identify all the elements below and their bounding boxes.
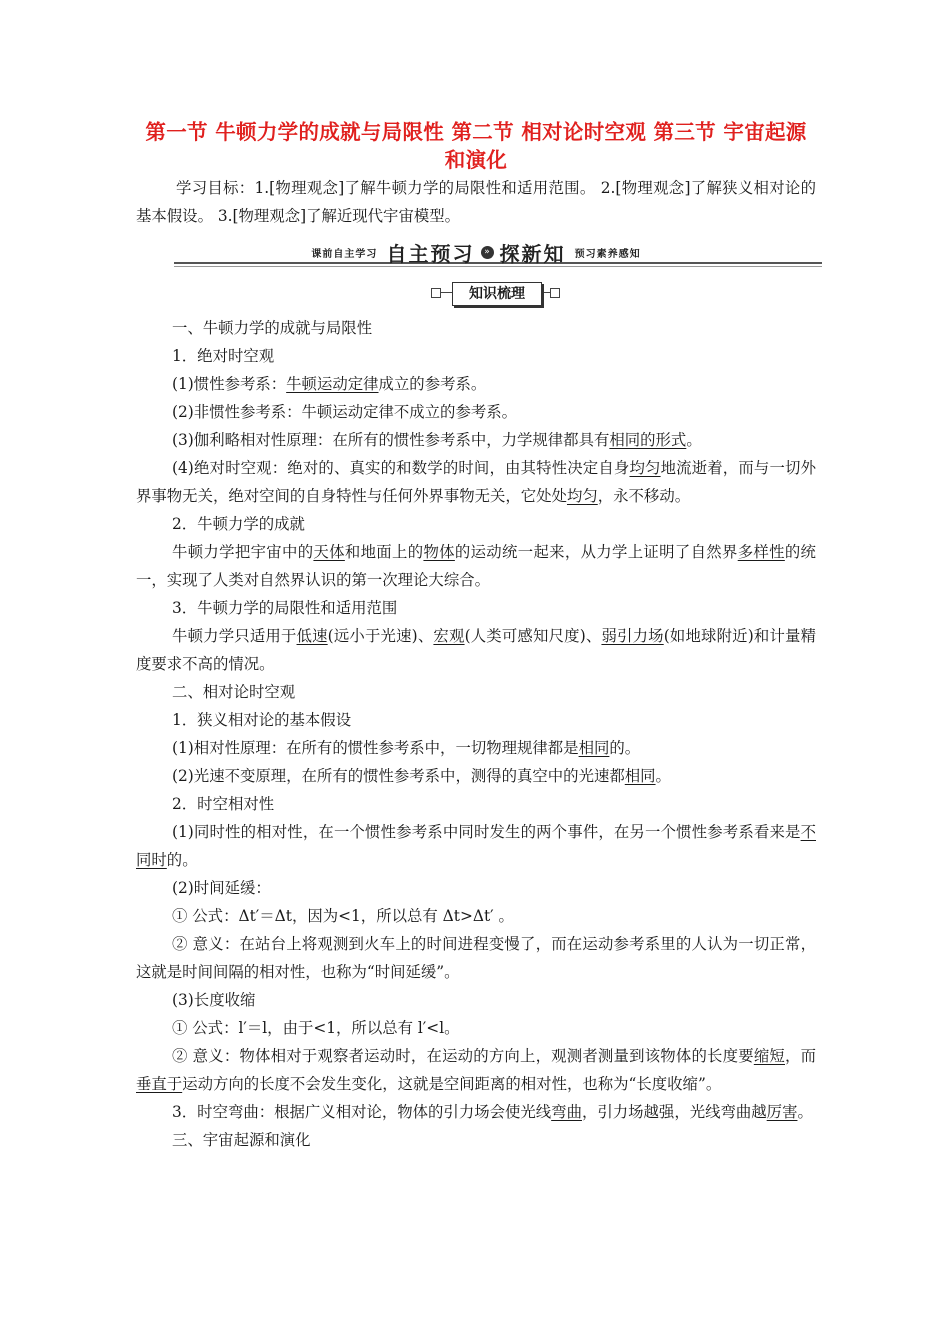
paragraph-light-speed: (2)光速不变原理，在所有的惯性参考系中，测得的真空中的光速都相同。 xyxy=(172,767,671,785)
paragraph-time-meaning: ② 意义：在站台上将观测到火车上的时间进程变慢了，而在运动参考系里的人认为一切正常，这就是时间间隔的相对性，也称为“时间延缓”。 xyxy=(136,935,816,981)
paragraph-simultaneity: (1)同时性的相对性，在一个惯性参考系中同时发生的两个事件，在另一个惯性参考系看来是不同时的。 xyxy=(136,823,816,869)
section-banner xyxy=(136,238,816,268)
page-title: 第一节 牛顿力学的成就与局限性 第二节 相对论时空观 第三节 宇宙起源和演化 xyxy=(145,120,807,172)
paragraph-time-dilation: (2)时间延缓： xyxy=(172,879,271,897)
paragraph-galileo: (3)伽利略相对性原理：在所有的惯性参考系中，力学规律都具有相同的形式。 xyxy=(172,431,702,449)
paragraph-limitations: 牛顿力学只适用于低速(远小于光速)、宏观(人类可感知尺度)、弱引力场(如地球附近)和计量精度要求不高的情况。 xyxy=(136,627,816,673)
paragraph-length-formula: ① 公式：l′＝l，由于<1，所以总有 l′<l。 xyxy=(172,1019,460,1037)
subheading-1: 1．绝对时空观 xyxy=(172,347,275,365)
paragraph-spacetime-curvature: 3．时空弯曲：根据广义相对论，物体的引力场会使光线弯曲，引力场越强，光线弯曲越厉害。 xyxy=(172,1103,813,1121)
paragraph-length-meaning: ② 意义：物体相对于观察者运动时，在运动的方向上，观测者测量到该物体的长度要缩短，而垂直于运动方向的长度不会发生变化，这就是空间距离的相对性，也称为“长度收缩”。 xyxy=(136,1047,816,1093)
section-tag-label: 知识梳理 xyxy=(452,282,542,306)
chevron-right-icon: » xyxy=(481,246,494,259)
heading-1: 一、牛顿力学的成就与局限性 xyxy=(172,319,373,337)
subheading-5: 2．时空相对性 xyxy=(172,795,275,813)
subheading-2: 2．牛顿力学的成就 xyxy=(172,515,305,533)
document-page xyxy=(136,118,816,1154)
paragraph-noninertial-frame: (2)非惯性参考系：牛顿运动定律不成立的参考系。 xyxy=(172,403,518,421)
knowledge-tag xyxy=(136,278,816,308)
banner-text xyxy=(136,238,816,267)
paragraph-relativity-principle: (1)相对性原理：在所有的惯性参考系中，一切物理规律都是相同的。 xyxy=(172,739,641,757)
banner-right-caption: 预习素养感知 xyxy=(574,249,641,260)
banner-main-b: 探新知 xyxy=(499,242,566,266)
subheading-4: 1．狭义相对论的基本假设 xyxy=(172,711,352,729)
paragraph-time-formula: ① 公式：Δt′＝Δt，因为<1，所以总有 Δt>Δt′ 。 xyxy=(172,907,514,925)
learning-objectives: 学习目标：1.[物理观念]了解牛顿力学的局限性和适用范围。 2.[物理观念]了解狭义相对论的基本假设。 3.[物理观念]了解近现代宇宙模型。 xyxy=(136,179,816,225)
heading-2: 二、相对论时空观 xyxy=(172,683,296,701)
banner-main-a: 自主预习 xyxy=(386,242,475,266)
banner-left-caption: 课前自主学习 xyxy=(311,249,378,260)
paragraph-absolute-spacetime: (4)绝对时空观：绝对的、真实的和数学的时间，由其特性决定自身均匀地流逝着，而与一切外界事物无关，绝对空间的自身特性与任何外界事物无关，它处处均匀，永不移动。 xyxy=(136,459,816,505)
subheading-3: 3．牛顿力学的局限性和适用范围 xyxy=(172,599,398,617)
tag-cap-right xyxy=(550,288,560,298)
heading-3: 三、宇宙起源和演化 xyxy=(172,1131,311,1149)
paragraph-newton-achievement: 牛顿力学把宇宙中的天体和地面上的物体的运动统一起来，从力学上证明了自然界多样性的统一，实现了人类对自然界认识的第一次理论大综合。 xyxy=(136,543,816,589)
tag-cap-left xyxy=(431,288,441,298)
paragraph-inertial-frame: (1)惯性参考系：牛顿运动定律成立的参考系。 xyxy=(172,375,487,393)
paragraph-length-contraction: (3)长度收缩 xyxy=(172,991,256,1009)
